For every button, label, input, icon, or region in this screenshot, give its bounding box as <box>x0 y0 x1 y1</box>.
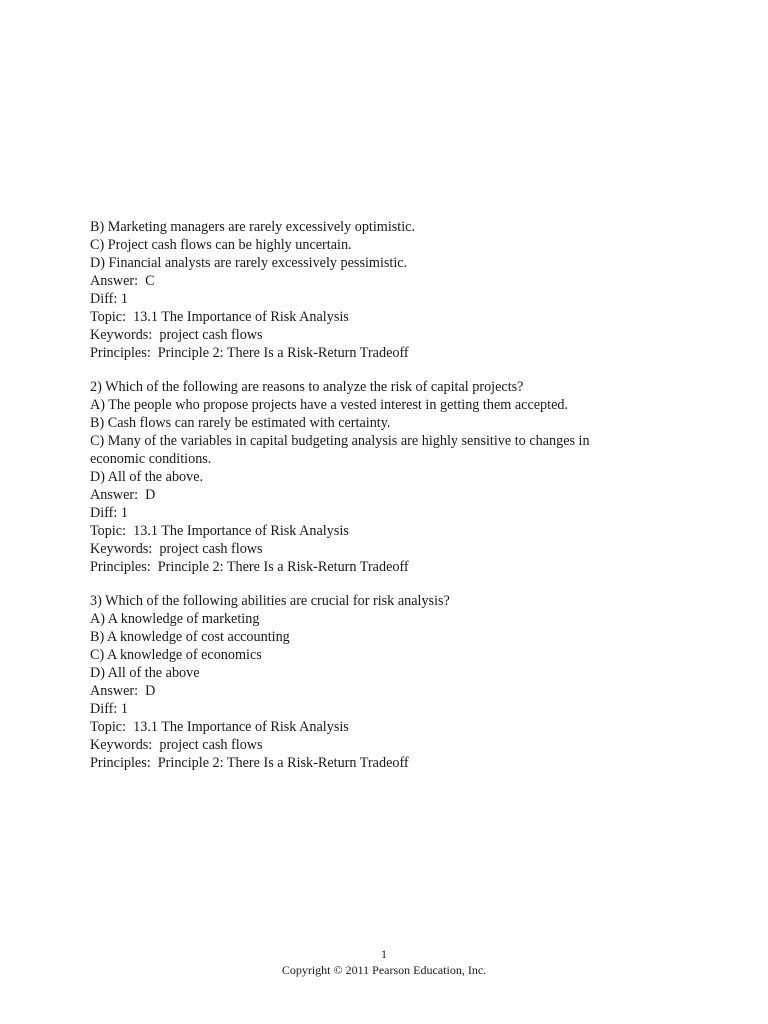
topic: Topic: 13.1 The Importance of Risk Analysis <box>90 719 349 735</box>
choice-c: C) Many of the variables in capital budgeting analysis are highly sensitive to changes in <box>90 433 590 449</box>
question-1-continuation <box>90 218 690 362</box>
question-stem: 2) Which of the following are reasons to analyze the risk of capital projects? <box>90 379 524 395</box>
page-number: 1 <box>381 947 387 961</box>
question-3 <box>90 592 690 772</box>
copyright-notice: Copyright © 2011 Pearson Education, Inc. <box>281 963 487 977</box>
answer: Answer: D <box>90 487 156 503</box>
page-content <box>90 218 690 772</box>
choice-b: B) Cash flows can rarely be estimated with certainty. <box>90 415 391 431</box>
choice-a: A) A knowledge of marketing <box>90 611 260 627</box>
page-footer <box>0 946 768 978</box>
answer: Answer: D <box>90 683 156 699</box>
choice-c: C) Project cash flows can be highly uncertain. <box>90 237 352 253</box>
choice-b: B) Marketing managers are rarely excessively optimistic. <box>90 219 416 235</box>
difficulty: Diff: 1 <box>90 291 128 307</box>
choice-d: D) Financial analysts are rarely excessively pessimistic. <box>90 255 408 271</box>
topic: Topic: 13.1 The Importance of Risk Analysis <box>90 309 349 325</box>
question-stem: 3) Which of the following abilities are crucial for risk analysis? <box>90 593 450 609</box>
principles: Principles: Principle 2: There Is a Risk-Return Tradeoff <box>90 755 409 771</box>
choice-d: D) All of the above <box>90 665 200 681</box>
choice-c: C) A knowledge of economics <box>90 647 262 663</box>
choice-c-continued: economic conditions. <box>90 451 212 467</box>
answer: Answer: C <box>90 273 155 289</box>
difficulty: Diff: 1 <box>90 505 128 521</box>
spacer <box>90 362 690 378</box>
difficulty: Diff: 1 <box>90 701 128 717</box>
keywords: Keywords: project cash flows <box>90 541 263 557</box>
question-2 <box>90 378 690 576</box>
topic: Topic: 13.1 The Importance of Risk Analysis <box>90 523 349 539</box>
choice-b: B) A knowledge of cost accounting <box>90 629 290 645</box>
keywords: Keywords: project cash flows <box>90 327 263 343</box>
keywords: Keywords: project cash flows <box>90 737 263 753</box>
choice-d: D) All of the above. <box>90 469 204 485</box>
choice-a: A) The people who propose projects have a vested interest in getting them accepted. <box>90 397 569 413</box>
principles: Principles: Principle 2: There Is a Risk-Return Tradeoff <box>90 345 409 361</box>
principles: Principles: Principle 2: There Is a Risk-Return Tradeoff <box>90 559 409 575</box>
spacer <box>90 576 690 592</box>
